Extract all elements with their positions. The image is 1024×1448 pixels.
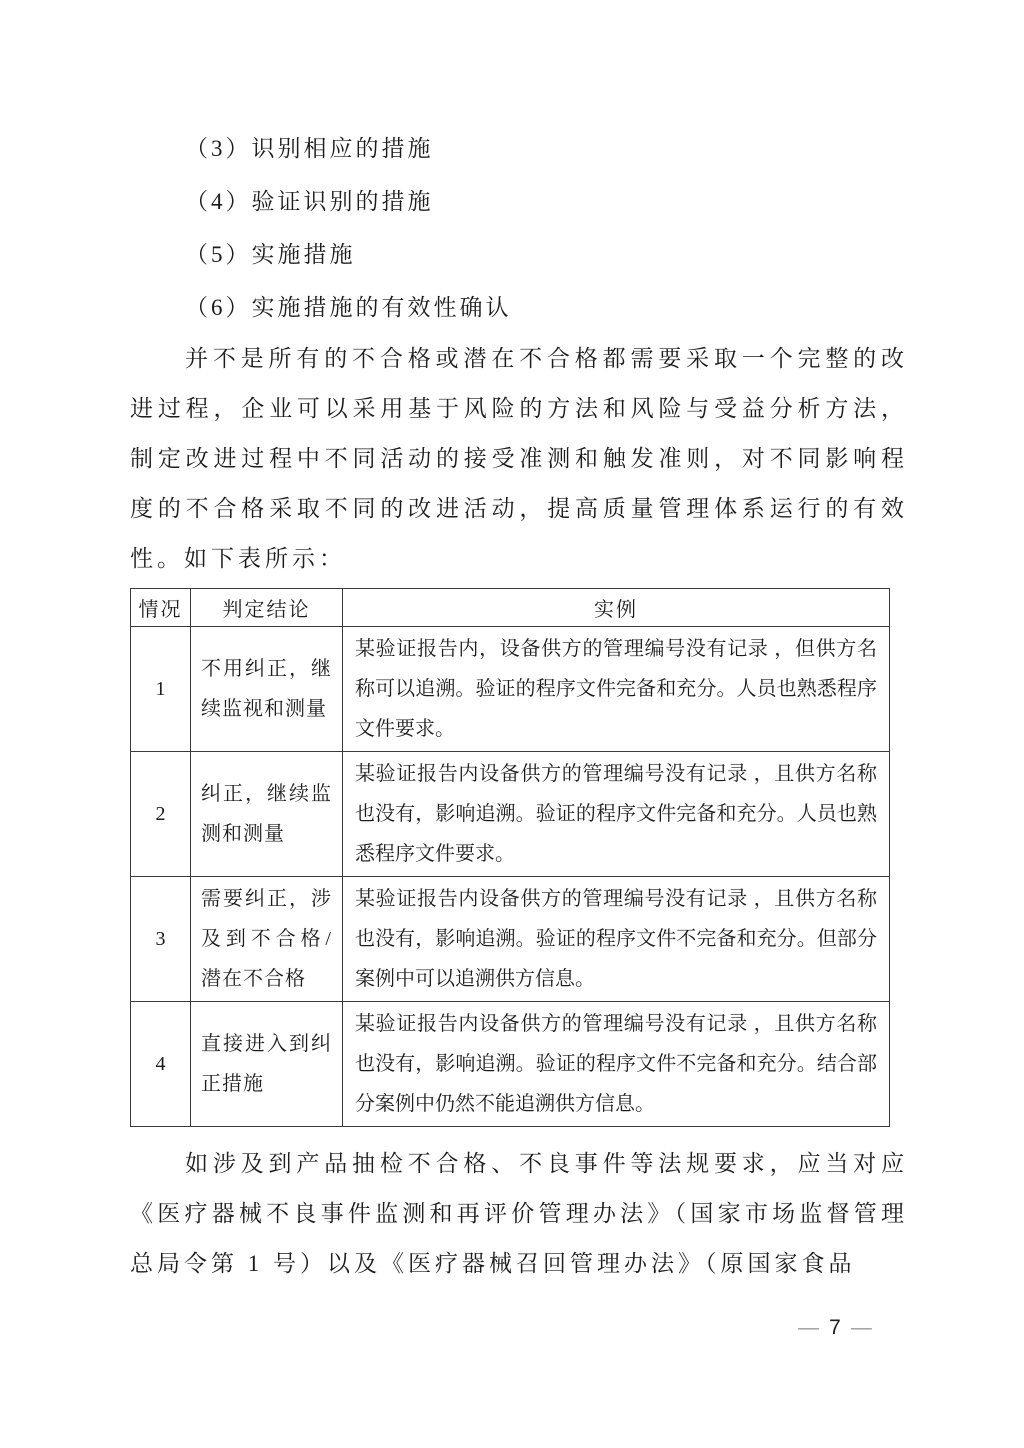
- list-item-6: （6）实施措施的有效性确认: [185, 295, 512, 320]
- table-row-3: [131, 877, 890, 1002]
- example-text: 某验证报告内，设备供方的管理编号没有记录 ，但供方名称可以追溯。验证的程序文件完备和充分。人员也熟悉程序文件要求。: [343, 627, 890, 752]
- case-number: 4: [131, 1002, 191, 1127]
- case-number: 2: [131, 752, 191, 877]
- decision-table: [130, 588, 890, 1127]
- decision-table-header: [131, 589, 890, 627]
- list-item-5: （5）实施措施: [185, 242, 356, 267]
- list-item-3: （3）识别相应的措施: [185, 136, 434, 161]
- example-text: 某验证报告内设备供方的管理编号没有记录 ，且供方名称也没有，影响追溯。验证的程序文件不完备和充分。结合部分案例中仍然不能追溯供方信息。: [343, 1002, 890, 1127]
- page-number: [780, 1316, 890, 1340]
- table-header-conclusion: 判定结论: [191, 589, 343, 627]
- page-number-dash-right: —: [850, 1316, 872, 1339]
- conclusion-text: 直接进入到纠正措施: [191, 1002, 343, 1127]
- case-number: 3: [131, 877, 191, 1002]
- conclusion-text: 纠正，继续监测和测量: [191, 752, 343, 877]
- page-content: [130, 122, 908, 1289]
- table-row-4: [131, 1002, 890, 1127]
- example-text: 某验证报告内设备供方的管理编号没有记录 ，且供方名称也没有，影响追溯。验证的程序文件不完备和充分。但部分案例中可以追溯供方信息。: [343, 877, 890, 1002]
- table-row-2: [131, 752, 890, 877]
- table-row-1: [131, 627, 890, 752]
- paragraph-regulations: 如涉及到产品抽检不合格、不良事件等法规要求，应当对应《医疗器械不良事件监测和再评价管理办法》（国家市场监督管理总局令第 1 号）以及《医疗器械召回管理办法》（原国家食品: [130, 1151, 908, 1276]
- table-header-example: 实例: [343, 589, 890, 627]
- page-number-value: 7: [829, 1316, 841, 1339]
- example-text: 某验证报告内设备供方的管理编号没有记录 ，且供方名称也没有，影响追溯。验证的程序文件完备和充分。人员也熟悉程序文件要求。: [343, 752, 890, 877]
- conclusion-text: 需要纠正，涉及到不合格/潜在不合格: [191, 877, 343, 1002]
- page-number-dash-left: —: [798, 1316, 820, 1339]
- case-number: 1: [131, 627, 191, 752]
- paragraph-improvement-process: 并不是所有的不合格或潜在不合格都需要采取一个完整的改进过程，企业可以采用基于风险的方法和风险与受益分析方法，制定改进过程中不同活动的接受准测和触发准则，对不同影响程度的不合格采取不同的改进活动，提高质量管理体系运行的有效性。如下表所示：: [130, 346, 908, 571]
- conclusion-text: 不用纠正，继续监视和测量: [191, 627, 343, 752]
- table-header-case: 情况: [131, 589, 191, 627]
- decision-table-body: [131, 627, 890, 1127]
- list-item-4: （4）验证识别的措施: [185, 189, 434, 214]
- table-header-row: [131, 589, 890, 627]
